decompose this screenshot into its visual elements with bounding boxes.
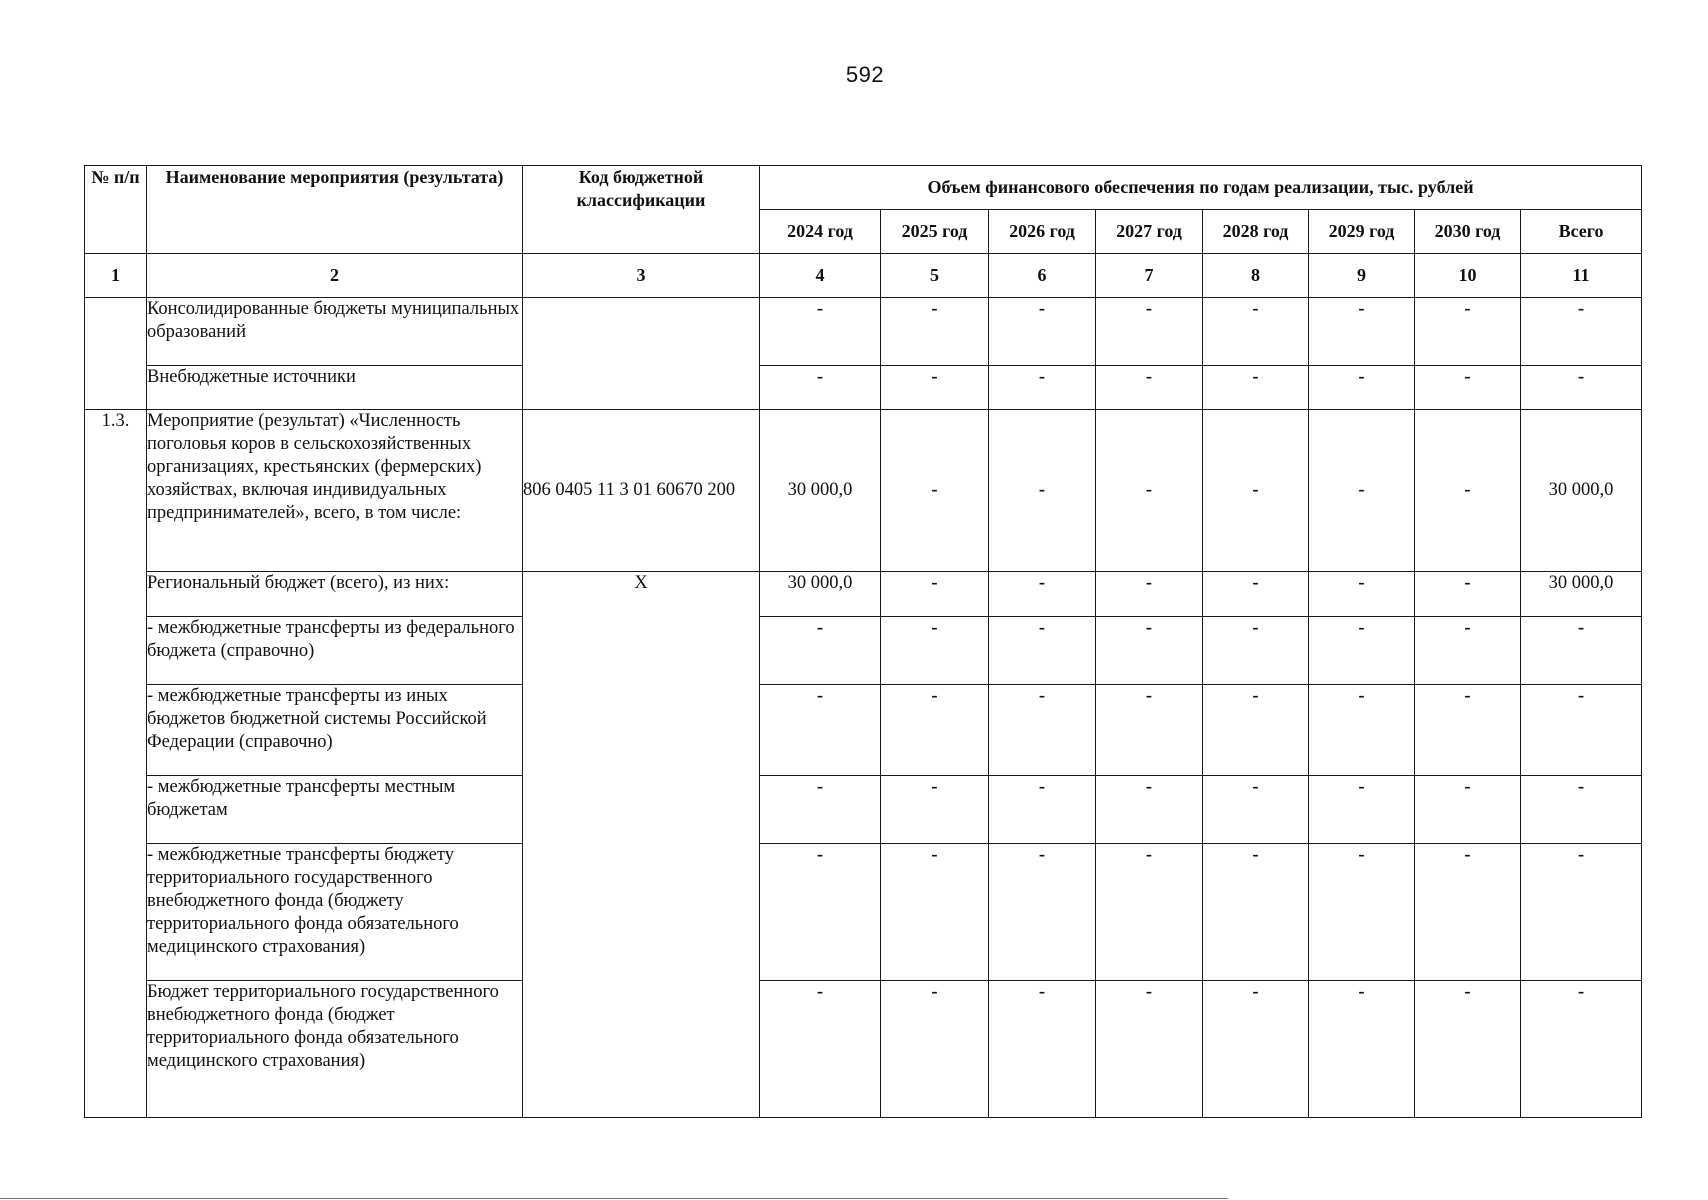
table-row <box>85 298 1642 366</box>
value-cell: - <box>1415 776 1521 844</box>
row-name: - межбюджетные трансферты бюджету территориального государственного внебюджетного фонда (бюджету территориального фонда обязательного медицинского страхования) <box>147 844 523 981</box>
table-row <box>85 617 1642 685</box>
row-name: Внебюджетные источники <box>147 366 523 410</box>
value-cell: - <box>760 844 881 981</box>
value-cell: - <box>1203 298 1309 366</box>
value-cell: - <box>1521 685 1642 776</box>
value-cell: - <box>881 981 989 1118</box>
value-cell: - <box>1521 617 1642 685</box>
value-cell: - <box>989 776 1096 844</box>
table-row <box>85 844 1642 981</box>
value-cell: - <box>881 572 989 617</box>
value-cell: - <box>1415 685 1521 776</box>
page-number: 592 <box>845 62 885 87</box>
header-num: № п/п <box>85 166 147 254</box>
row-num <box>85 298 147 410</box>
value-cell: - <box>1521 981 1642 1118</box>
column-number-row <box>85 254 1642 298</box>
value-cell: - <box>1096 617 1203 685</box>
value-cell: - <box>1096 981 1203 1118</box>
value-cell: - <box>1521 844 1642 981</box>
column-number: 4 <box>760 254 881 298</box>
column-number: 1 <box>85 254 147 298</box>
value-cell: - <box>1096 776 1203 844</box>
value-cell: - <box>1203 844 1309 981</box>
value-cell: - <box>989 572 1096 617</box>
value-cell: - <box>1096 572 1203 617</box>
value-cell: - <box>1521 366 1642 410</box>
header-year-2030: 2030 год <box>1415 210 1521 254</box>
row-num: 1.3. <box>85 410 147 1118</box>
table-row <box>85 572 1642 617</box>
footer-rule <box>0 1198 1228 1199</box>
table-row <box>85 410 1642 572</box>
value-cell: - <box>881 298 989 366</box>
row-name: - межбюджетные трансферты из федерального бюджета (справочно) <box>147 617 523 685</box>
header-year-2027: 2027 год <box>1096 210 1203 254</box>
value-cell: - <box>989 366 1096 410</box>
value-cell: - <box>1203 776 1309 844</box>
row-code: 806 0405 11 3 01 60670 200 <box>523 410 760 572</box>
header-year-2029: 2029 год <box>1309 210 1415 254</box>
value-cell: - <box>1096 366 1203 410</box>
value-cell: - <box>1415 366 1521 410</box>
header-year-2028: 2028 год <box>1203 210 1309 254</box>
value-cell: - <box>989 617 1096 685</box>
header-code: Код бюджетной классификации <box>523 166 760 254</box>
value-cell: - <box>989 298 1096 366</box>
value-cell: - <box>1096 298 1203 366</box>
column-number: 7 <box>1096 254 1203 298</box>
value-cell: - <box>760 981 881 1118</box>
value-cell: - <box>1203 617 1309 685</box>
table-row <box>85 685 1642 776</box>
value-cell: 30 000,0 <box>1521 572 1642 617</box>
column-number: 9 <box>1309 254 1415 298</box>
value-cell: 30 000,0 <box>760 410 881 572</box>
column-number: 3 <box>523 254 760 298</box>
value-cell: 30 000,0 <box>1521 410 1642 572</box>
row-name: Мероприятие (результат) «Численность поголовья коров в сельскохозяйственных организациях, крестьянских (фермерских) хозяйствах, включая индивидуальных предпринимателей», всего, в том числе: <box>147 410 523 572</box>
value-cell: - <box>1203 410 1309 572</box>
row-name: Региональный бюджет (всего), из них: <box>147 572 523 617</box>
value-cell: - <box>1521 776 1642 844</box>
value-cell: - <box>1203 366 1309 410</box>
value-cell: - <box>989 981 1096 1118</box>
column-number: 2 <box>147 254 523 298</box>
value-cell: - <box>1309 366 1415 410</box>
header-year-2024: 2024 год <box>760 210 881 254</box>
table-row <box>85 981 1642 1118</box>
value-cell: - <box>1309 298 1415 366</box>
header-volume: Объем финансового обеспечения по годам реализации, тыс. рублей <box>760 166 1642 210</box>
financing-table <box>84 165 1642 1118</box>
value-cell: - <box>1415 844 1521 981</box>
row-name: - межбюджетные трансферты из иных бюджетов бюджетной системы Российской Федерации (справочно) <box>147 685 523 776</box>
value-cell: - <box>1415 617 1521 685</box>
value-cell: - <box>1203 981 1309 1118</box>
value-cell: - <box>760 617 881 685</box>
value-cell: - <box>1415 981 1521 1118</box>
value-cell: - <box>1309 572 1415 617</box>
value-cell: - <box>881 685 989 776</box>
row-code: X <box>523 572 760 1118</box>
value-cell: 30 000,0 <box>760 572 881 617</box>
row-name: - межбюджетные трансферты местным бюджетам <box>147 776 523 844</box>
row-code <box>523 298 760 410</box>
value-cell: - <box>1415 572 1521 617</box>
value-cell: - <box>760 685 881 776</box>
value-cell: - <box>1096 685 1203 776</box>
value-cell: - <box>989 685 1096 776</box>
header-name: Наименование мероприятия (результата) <box>147 166 523 254</box>
column-number: 11 <box>1521 254 1642 298</box>
value-cell: - <box>1521 298 1642 366</box>
value-cell: - <box>989 410 1096 572</box>
value-cell: - <box>881 844 989 981</box>
value-cell: - <box>1096 410 1203 572</box>
table-row <box>85 366 1642 410</box>
value-cell: - <box>1415 298 1521 366</box>
value-cell: - <box>881 617 989 685</box>
value-cell: - <box>1309 981 1415 1118</box>
value-cell: - <box>1309 844 1415 981</box>
column-number: 5 <box>881 254 989 298</box>
value-cell: - <box>1309 410 1415 572</box>
value-cell: - <box>760 298 881 366</box>
value-cell: - <box>760 366 881 410</box>
value-cell: - <box>760 776 881 844</box>
value-cell: - <box>1203 572 1309 617</box>
value-cell: - <box>881 410 989 572</box>
value-cell: - <box>1309 776 1415 844</box>
column-number: 10 <box>1415 254 1521 298</box>
column-number: 6 <box>989 254 1096 298</box>
row-name: Консолидированные бюджеты муниципальных образований <box>147 298 523 366</box>
header-year-2026: 2026 год <box>989 210 1096 254</box>
value-cell: - <box>989 844 1096 981</box>
header-total: Всего <box>1521 210 1642 254</box>
header-year-2025: 2025 год <box>881 210 989 254</box>
value-cell: - <box>1415 410 1521 572</box>
value-cell: - <box>881 366 989 410</box>
value-cell: - <box>1309 617 1415 685</box>
value-cell: - <box>1203 685 1309 776</box>
value-cell: - <box>1096 844 1203 981</box>
table-row <box>85 776 1642 844</box>
value-cell: - <box>1309 685 1415 776</box>
column-number: 8 <box>1203 254 1309 298</box>
value-cell: - <box>881 776 989 844</box>
row-name: Бюджет территориального государственного внебюджетного фонда (бюджет территориального фонда обязательного медицинского страхования) <box>147 981 523 1118</box>
